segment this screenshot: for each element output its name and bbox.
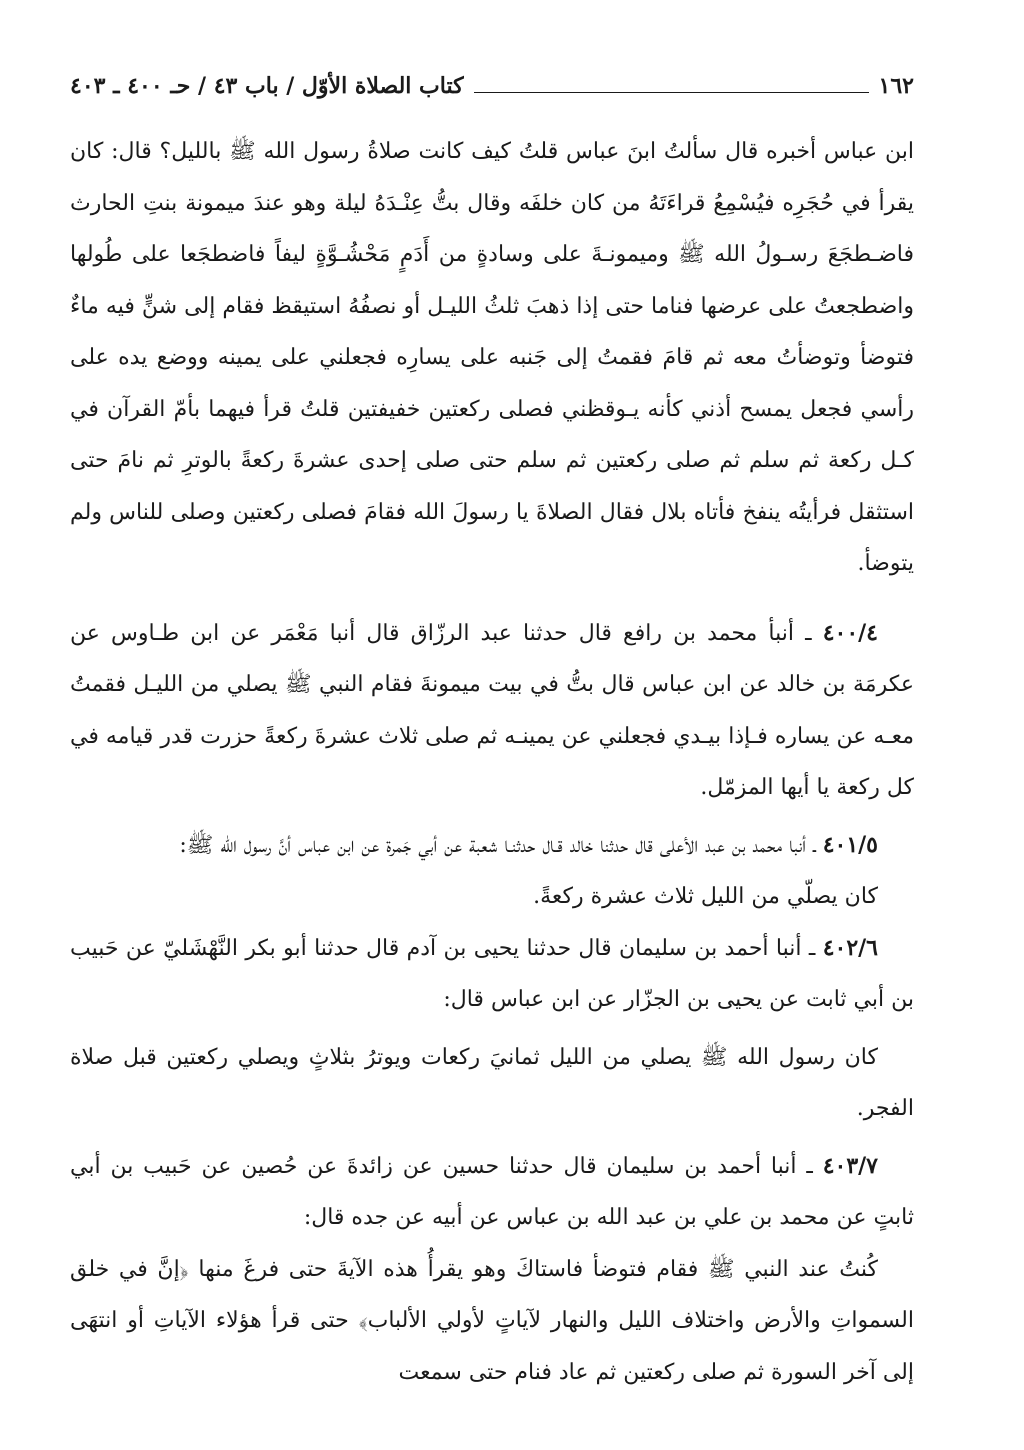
hadith-401 xyxy=(70,820,914,872)
hadith-text: ـ أنبا محمد بن عبد الأعلى قال حدثنا خالد قـال حدثنـا شعبة عن أبي جَمرة عن ابن عباس أنَّ رسول الله ﷺ: xyxy=(179,832,823,858)
running-title: كتاب الصلاة الأوّل / باب ٤٣ / حـ ٤٠٠ ـ ٤٠٣ xyxy=(70,73,464,99)
running-header xyxy=(70,66,914,106)
hadith-text: ـ أنبا أحمد بن سليمان قال حدثنا يحيى بن آدم قال حدثنا أبو بكر النَّهْشَليّ عن حَبيب بن أبي ثابت عن يحيى بن الجزّار عن ابن عباس قال: xyxy=(70,935,914,1012)
hadith-text: ـ أنبا أحمد بن سليمان قال حدثنا حسين عن زائدةَ عن حُصين عن حَبيب بن أبي ثابتٍ عن محمد بن علي بن عبد الله بن عباس عن أبيه عن جده قال: xyxy=(70,1153,914,1230)
hadith-matn: كان رسول الله ﷺ يصلي من الليل ثمانيَ ركعات ويوترُ بثلاثٍ ويصلي ركعتين قبل صلاة الفجر. xyxy=(70,1044,914,1121)
hadith-number: ٤٠٣/٧ xyxy=(822,1152,878,1179)
header-rule xyxy=(474,92,869,93)
paragraph-text: ابن عباس أخبره قال سألتُ ابنَ عباس قلتُ كيف كانت صلاةُ رسول الله ﷺ بالليل؟ قال: كان يقرأ في حُجَرِه فيُسْمِعُ قراءَتَهُ من كان خلفَه وقال بتُّ عِنْـدَهُ ليلة وهو عندَ ميمونة بنتِ الحارث فاضـطجَعَ رسـولُ الله ﷺ وميمونـةَ على وسادةٍ من أَدَمٍ مَحْشُـوَّةٍ ليفاً فاضطجَعا على طُولها واضطجعتُ على عرضها فناما حتى إذا ذهبَ ثلثُ الليـل أو نصفُهُ استيقظ فقام إلى شنٍّ فيه ماءٌ فتوضأ وتوضأتُ معه ثم قامَ فقمتُ إلى جَنبه على يسارِه فجعلني على يمينه ووضع يده على رأسي فجعل يمسح أذني كأنه يـوقظني فصلى ركعتين خفيفتين قلتُ قرأ فيهما بأمّ القرآن في كـل ركعة ثم سلم ثم صلى ركعتين ثم سلم حتى صلى إحدى عشرةَ ركعةً بالوترِ ثم نامَ حتى استثقل فرأيتُه ينفخ فأتاه بلال فقال الصلاةَ يا رسولَ الله فقامَ فصلى ركعتين وصلى للناس ولم يتوضأ. xyxy=(70,139,914,576)
hadith-text: ـ أنبأ محمد بن رافع قال حدثنا عبد الرزّاق قال أنبا مَعْمَر عن ابن طـاوس عن عكرمَة بن خالد عن ابن عباس قال بتُّ في بيت ميمونةَ فقام النبي ﷺ يصلي من الليـل فقمتُ معـه عن يساره فـإذا بيـدي فجعلني عن يمينـه ثم صلى ثلاث عشرةَ ركعةً حزرت قدر قيامه في كل ركعة يا أيها المزمّل. xyxy=(70,620,914,800)
paragraph-continuation xyxy=(70,126,914,590)
hadith-matn: كُنتُ عند النبي ﷺ فقام فتوضأ فاستاكَ وهو يقرأُ هذه الآيةَ حتى فرغَ منها ﴿إنَّ في خلق السمواتِ والأرض واختلاف الليل والنهار لآياتٍ لأولي الألباب﴾ حتى قرأ هؤلاء الآياتِ أو انتهَى إلى آخر السورة ثم صلى ركعتين ثم عاد فنام حتى سمعت xyxy=(70,1256,914,1385)
hadith-number: ٤٠٢/٦ xyxy=(822,934,878,961)
hadith-403 xyxy=(70,1141,914,1244)
hadith-number: ٤٠٠/٤ xyxy=(822,619,878,646)
book-page xyxy=(70,66,914,1430)
hadith-400 xyxy=(70,608,914,814)
spacer xyxy=(70,590,914,608)
hadith-401-matn xyxy=(70,871,914,923)
hadith-403-matn xyxy=(70,1244,914,1399)
page-number: ١٦٢ xyxy=(878,73,914,99)
hadith-402-matn xyxy=(70,1032,914,1135)
hadith-402 xyxy=(70,923,914,1026)
hadith-matn: كان يصلّي من الليل ثلاث عشرة ركعةً. xyxy=(533,884,878,909)
hadith-number: ٤٠١/٥ xyxy=(822,831,878,858)
